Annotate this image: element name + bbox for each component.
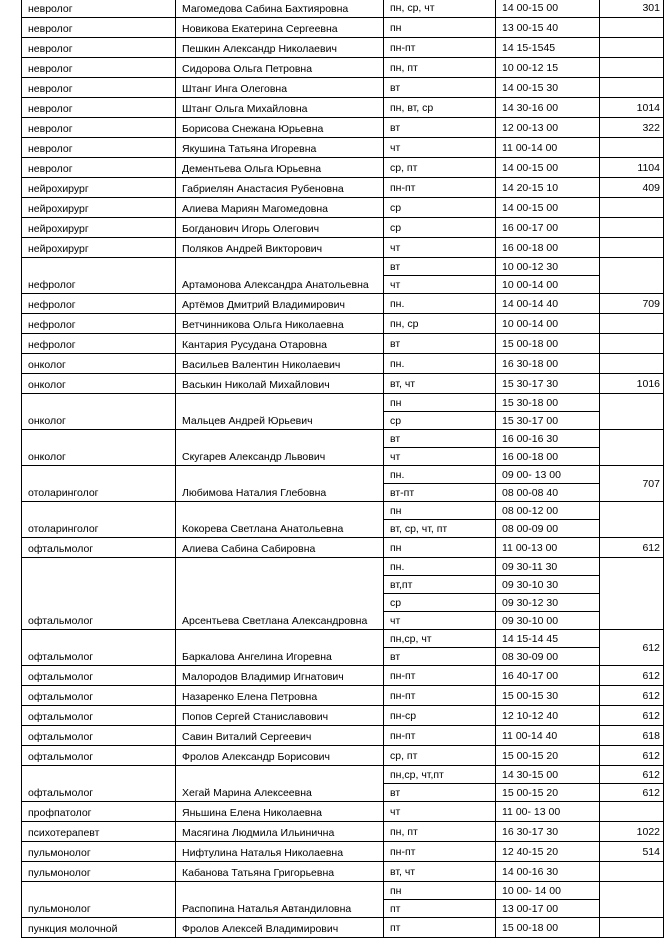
doctor-name-cell: Скугарев Александр Львович	[176, 430, 384, 466]
table-row	[22, 630, 664, 648]
table-row	[22, 502, 664, 520]
hours-cell: 14 15-1545	[496, 38, 600, 58]
table-row	[22, 18, 664, 38]
room-cell: 612	[600, 538, 664, 558]
room-cell: 301	[600, 0, 664, 18]
hours-cell: 14 00-15 00	[496, 0, 600, 18]
days-cell: пн-пт	[384, 178, 496, 198]
table-row	[22, 746, 664, 766]
table-row	[22, 118, 664, 138]
room-cell	[600, 38, 664, 58]
specialty-cell: невролог	[22, 58, 176, 78]
days-cell: ср	[384, 198, 496, 218]
specialty-cell: невролог	[22, 98, 176, 118]
table-row	[22, 0, 664, 18]
specialty-cell: офтальмолог	[22, 686, 176, 706]
hours-cell: 11 00-13 00	[496, 538, 600, 558]
room-cell	[600, 238, 664, 258]
table-row	[22, 218, 664, 238]
hours-cell: 09 30-12 30	[496, 594, 600, 612]
specialty-cell: невролог	[22, 38, 176, 58]
specialty-cell: психотерапевт	[22, 822, 176, 842]
doctor-name-cell: Поляков Андрей Викторович	[176, 238, 384, 258]
hours-cell: 16 40-17 00	[496, 666, 600, 686]
specialty-cell: онколог	[22, 430, 176, 466]
room-cell: 514	[600, 842, 664, 862]
days-cell: пн, ср, чт	[384, 0, 496, 18]
specialty-cell: пульмонолог	[22, 862, 176, 882]
table-row	[22, 726, 664, 746]
specialty-cell: пункция молочной	[22, 918, 176, 938]
days-cell: вт,пт	[384, 576, 496, 594]
doctor-name-cell: Габриелян Анастасия Рубеновна	[176, 178, 384, 198]
days-cell: пн-пт	[384, 666, 496, 686]
days-cell: вт	[384, 648, 496, 666]
table-row	[22, 294, 664, 314]
room-cell: 612	[600, 686, 664, 706]
room-cell: 709	[600, 294, 664, 314]
room-cell: 409	[600, 178, 664, 198]
specialty-cell: пульмонолог	[22, 842, 176, 862]
days-cell: пн.	[384, 466, 496, 484]
room-cell	[600, 198, 664, 218]
room-cell	[600, 258, 664, 294]
doctor-name-cell: Артамонова Александра Анатольевна	[176, 258, 384, 294]
days-cell: вт	[384, 118, 496, 138]
days-cell: ср	[384, 218, 496, 238]
specialty-cell: нейрохирург	[22, 178, 176, 198]
room-cell	[600, 882, 664, 918]
specialty-cell: пульмонолог	[22, 882, 176, 918]
room-cell	[600, 334, 664, 354]
days-cell: вт	[384, 784, 496, 802]
hours-cell: 10 00-12 30	[496, 258, 600, 276]
doctor-name-cell: Кокорева Светлана Анатольевна	[176, 502, 384, 538]
doctor-name-cell: Яньшина Елена Николаевна	[176, 802, 384, 822]
days-cell: вт	[384, 334, 496, 354]
hours-cell: 12 40-15 20	[496, 842, 600, 862]
days-cell: пн.	[384, 354, 496, 374]
table-row	[22, 882, 664, 900]
doctor-name-cell: Фролов Алексей Владимирович	[176, 918, 384, 938]
days-cell: пн.	[384, 294, 496, 314]
doctor-name-cell: Савин Виталий Сергеевич	[176, 726, 384, 746]
table-row	[22, 78, 664, 98]
room-cell	[600, 918, 664, 938]
hours-cell: 15 00-15 20	[496, 784, 600, 802]
doctor-name-cell: Назаренко Елена Петровна	[176, 686, 384, 706]
hours-cell: 10 00- 14 00	[496, 882, 600, 900]
doctor-name-cell: Хегай Марина Алексеевна	[176, 766, 384, 802]
hours-cell: 15 00-18 00	[496, 334, 600, 354]
days-cell: пн	[384, 882, 496, 900]
room-cell: 1022	[600, 822, 664, 842]
hours-cell: 15 00-15 20	[496, 746, 600, 766]
days-cell: пн, пт	[384, 822, 496, 842]
days-cell: вт, чт	[384, 374, 496, 394]
table-row	[22, 558, 664, 576]
hours-cell: 15 30-17 30	[496, 374, 600, 394]
table-row	[22, 538, 664, 558]
hours-cell: 16 00-17 00	[496, 218, 600, 238]
days-cell: пн	[384, 394, 496, 412]
hours-cell: 09 00- 13 00	[496, 466, 600, 484]
days-cell: ср	[384, 412, 496, 430]
hours-cell: 14 00-15 30	[496, 78, 600, 98]
table-row	[22, 334, 664, 354]
days-cell: вт	[384, 78, 496, 98]
schedule-table-body	[22, 0, 664, 938]
room-cell	[600, 862, 664, 882]
hours-cell: 09 30-11 30	[496, 558, 600, 576]
days-cell: пн	[384, 502, 496, 520]
hours-cell: 11 00-14 00	[496, 138, 600, 158]
specialty-cell: нефролог	[22, 294, 176, 314]
table-row	[22, 842, 664, 862]
specialty-cell: офтальмолог	[22, 538, 176, 558]
specialty-cell: профпатолог	[22, 802, 176, 822]
specialty-cell: невролог	[22, 118, 176, 138]
room-cell: 612	[600, 630, 664, 666]
specialty-cell: офтальмолог	[22, 706, 176, 726]
specialty-cell: невролог	[22, 78, 176, 98]
specialty-cell: невролог	[22, 158, 176, 178]
days-cell: чт	[384, 238, 496, 258]
specialty-cell: офтальмолог	[22, 726, 176, 746]
doctor-name-cell: Новикова Екатерина Сергеевна	[176, 18, 384, 38]
hours-cell: 15 00-18 00	[496, 918, 600, 938]
hours-cell: 16 00-18 00	[496, 238, 600, 258]
room-cell	[600, 502, 664, 538]
hours-cell: 14 30-15 00	[496, 766, 600, 784]
doctor-name-cell: Магомедова Сабина Бахтияровна	[176, 0, 384, 18]
room-cell	[600, 354, 664, 374]
days-cell: пт	[384, 918, 496, 938]
hours-cell: 10 00-14 00	[496, 314, 600, 334]
table-row	[22, 138, 664, 158]
hours-cell: 08 30-09 00	[496, 648, 600, 666]
specialty-cell: нефролог	[22, 334, 176, 354]
doctor-name-cell: Алиева Сабина Сабировна	[176, 538, 384, 558]
specialty-cell: невролог	[22, 18, 176, 38]
specialty-cell: офтальмолог	[22, 630, 176, 666]
days-cell: пн,ср, чт	[384, 630, 496, 648]
hours-cell: 10 00-14 00	[496, 276, 600, 294]
doctor-name-cell: Попов Сергей Станиславович	[176, 706, 384, 726]
room-cell: 1016	[600, 374, 664, 394]
table-row	[22, 314, 664, 334]
days-cell: чт	[384, 802, 496, 822]
table-row	[22, 766, 664, 784]
doctor-name-cell: Якушина Татьяна Игоревна	[176, 138, 384, 158]
specialty-cell: невролог	[22, 138, 176, 158]
hours-cell: 14 00-14 40	[496, 294, 600, 314]
table-row	[22, 686, 664, 706]
doctor-name-cell: Кабанова Татьяна Григорьевна	[176, 862, 384, 882]
days-cell: пн,ср, чт,пт	[384, 766, 496, 784]
hours-cell: 16 00-18 00	[496, 448, 600, 466]
hours-cell: 14 00-16 30	[496, 862, 600, 882]
doctor-name-cell: Малородов Владимир Игнатович	[176, 666, 384, 686]
room-cell	[600, 802, 664, 822]
specialty-cell: невролог	[22, 0, 176, 18]
room-cell	[600, 558, 664, 630]
table-row	[22, 394, 664, 412]
hours-cell: 08 00-09 00	[496, 520, 600, 538]
days-cell: ср, пт	[384, 746, 496, 766]
hours-cell: 14 00-15 00	[496, 158, 600, 178]
specialty-cell: офтальмолог	[22, 766, 176, 802]
table-row	[22, 38, 664, 58]
doctor-name-cell: Штанг Инга Олеговна	[176, 78, 384, 98]
specialty-cell: нейрохирург	[22, 218, 176, 238]
doctor-name-cell: Распопина Наталья Автандиловна	[176, 882, 384, 918]
specialty-cell: офтальмолог	[22, 558, 176, 630]
doctor-name-cell: Борисова Снежана Юрьевна	[176, 118, 384, 138]
days-cell: вт-пт	[384, 484, 496, 502]
table-row	[22, 178, 664, 198]
doctor-name-cell: Масягина Людмила Ильинична	[176, 822, 384, 842]
days-cell: ср, пт	[384, 158, 496, 178]
specialty-cell: нефролог	[22, 314, 176, 334]
days-cell: пн-пт	[384, 686, 496, 706]
room-cell: 618	[600, 726, 664, 746]
hours-cell: 16 30-18 00	[496, 354, 600, 374]
room-cell: 612	[600, 746, 664, 766]
table-row	[22, 98, 664, 118]
days-cell: чт	[384, 448, 496, 466]
specialty-cell: нейрохирург	[22, 238, 176, 258]
room-cell	[600, 78, 664, 98]
table-row	[22, 822, 664, 842]
room-cell: 1014	[600, 98, 664, 118]
doctor-name-cell: Любимова Наталия Глебовна	[176, 466, 384, 502]
table-row	[22, 918, 664, 938]
doctor-name-cell: Нифтулина Наталья Николаевна	[176, 842, 384, 862]
doctor-name-cell: Алиева Мариян Магомедовна	[176, 198, 384, 218]
days-cell: вт, ср, чт, пт	[384, 520, 496, 538]
hours-cell: 08 00-08 40	[496, 484, 600, 502]
room-cell: 322	[600, 118, 664, 138]
specialty-cell: онколог	[22, 374, 176, 394]
doctor-name-cell: Арсентьева Светлана Александровна	[176, 558, 384, 630]
room-cell	[600, 314, 664, 334]
doctor-name-cell: Ветчинникова Ольга Николаевна	[176, 314, 384, 334]
hours-cell: 13 00-15 40	[496, 18, 600, 38]
table-row	[22, 158, 664, 178]
days-cell: чт	[384, 612, 496, 630]
room-cell	[600, 430, 664, 466]
days-cell: вт, чт	[384, 862, 496, 882]
hours-cell: 10 00-12 15	[496, 58, 600, 78]
room-cell	[600, 138, 664, 158]
days-cell: пн.	[384, 558, 496, 576]
doctor-name-cell: Кантария Русудана Отаровна	[176, 334, 384, 354]
doctor-name-cell: Богданович Игорь Олегович	[176, 218, 384, 238]
hours-cell: 15 00-15 30	[496, 686, 600, 706]
hours-cell: 16 00-16 30	[496, 430, 600, 448]
hours-cell: 12 10-12 40	[496, 706, 600, 726]
doctor-name-cell: Мальцев Андрей Юрьевич	[176, 394, 384, 430]
hours-cell: 14 30-16 00	[496, 98, 600, 118]
hours-cell: 14 20-15 10	[496, 178, 600, 198]
room-cell	[600, 218, 664, 238]
days-cell: пн-ср	[384, 706, 496, 726]
specialty-cell: онколог	[22, 394, 176, 430]
days-cell: вт	[384, 430, 496, 448]
doctor-name-cell: Пешкин Александр Николаевич	[176, 38, 384, 58]
room-cell	[600, 18, 664, 38]
days-cell: пн, пт	[384, 58, 496, 78]
table-row	[22, 354, 664, 374]
table-row	[22, 466, 664, 484]
doctor-name-cell: Дементьева Ольга Юрьевна	[176, 158, 384, 178]
doctor-name-cell: Баркалова Ангелина Игоревна	[176, 630, 384, 666]
hours-cell: 08 00-12 00	[496, 502, 600, 520]
hours-cell: 09 30-10 00	[496, 612, 600, 630]
schedule-table	[21, 0, 664, 938]
room-cell: 612	[600, 666, 664, 686]
room-cell	[600, 394, 664, 430]
table-row	[22, 430, 664, 448]
hours-cell: 14 00-15 00	[496, 198, 600, 218]
hours-cell: 11 00-14 40	[496, 726, 600, 746]
hours-cell: 13 00-17 00	[496, 900, 600, 918]
table-row	[22, 666, 664, 686]
days-cell: пн	[384, 538, 496, 558]
table-row	[22, 374, 664, 394]
specialty-cell: отоларинголог	[22, 502, 176, 538]
room-cell: 707	[600, 466, 664, 502]
hours-cell: 12 00-13 00	[496, 118, 600, 138]
table-row	[22, 198, 664, 218]
room-cell	[600, 58, 664, 78]
doctor-name-cell: Штанг Ольга Михайловна	[176, 98, 384, 118]
doctor-name-cell: Васькин Николай Михайлович	[176, 374, 384, 394]
doctor-name-cell: Артёмов Дмитрий Владимирович	[176, 294, 384, 314]
specialty-cell: офтальмолог	[22, 666, 176, 686]
days-cell: пн-пт	[384, 842, 496, 862]
specialty-cell: онколог	[22, 354, 176, 374]
hours-cell: 09 30-10 30	[496, 576, 600, 594]
days-cell: чт	[384, 138, 496, 158]
hours-cell: 15 30-18 00	[496, 394, 600, 412]
days-cell: пн-пт	[384, 726, 496, 746]
days-cell: чт	[384, 276, 496, 294]
days-cell: ср	[384, 594, 496, 612]
hours-cell: 15 30-17 00	[496, 412, 600, 430]
doctor-name-cell: Сидорова Ольга Петровна	[176, 58, 384, 78]
specialty-cell: нефролог	[22, 258, 176, 294]
days-cell: пн	[384, 18, 496, 38]
specialty-cell: нейрохирург	[22, 198, 176, 218]
specialty-cell: отоларинголог	[22, 466, 176, 502]
hours-cell: 11 00- 13 00	[496, 802, 600, 822]
table-row	[22, 238, 664, 258]
room-cell: 612	[600, 784, 664, 802]
hours-cell: 14 15-14 45	[496, 630, 600, 648]
table-row	[22, 862, 664, 882]
specialty-cell: офтальмолог	[22, 746, 176, 766]
doctor-name-cell: Васильев Валентин Николаевич	[176, 354, 384, 374]
days-cell: пн, вт, ср	[384, 98, 496, 118]
table-row	[22, 58, 664, 78]
days-cell: пт	[384, 900, 496, 918]
table-row	[22, 802, 664, 822]
table-row	[22, 258, 664, 276]
doctor-name-cell: Фролов Александр Борисович	[176, 746, 384, 766]
room-cell: 612	[600, 766, 664, 784]
room-cell: 612	[600, 706, 664, 726]
room-cell: 1104	[600, 158, 664, 178]
hours-cell: 16 30-17 30	[496, 822, 600, 842]
table-row	[22, 706, 664, 726]
days-cell: пн-пт	[384, 38, 496, 58]
days-cell: пн, ср	[384, 314, 496, 334]
days-cell: вт	[384, 258, 496, 276]
